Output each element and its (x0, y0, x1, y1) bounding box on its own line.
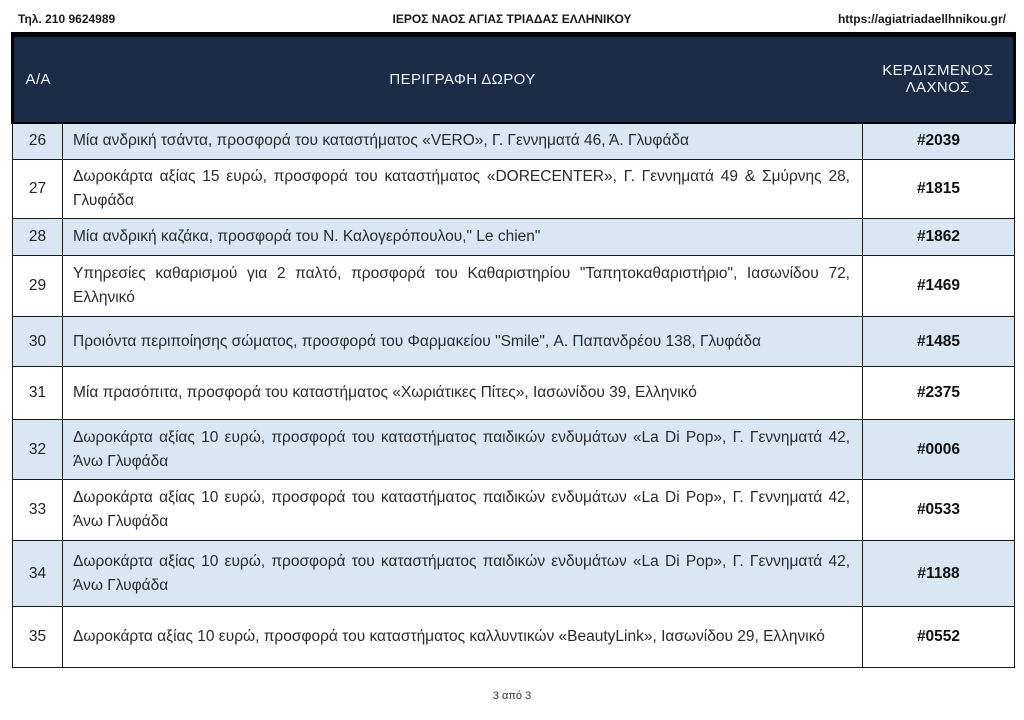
table-row (13, 420, 1015, 480)
winning-ticket: #1485 (863, 317, 1015, 367)
row-number: 28 (13, 219, 63, 256)
prize-description: Μία ανδρική καζάκα, προσφορά του Ν. Καλογερόπουλου," Le chien" (63, 219, 863, 256)
winning-ticket: #1815 (863, 160, 1015, 219)
document-title: ΙΕΡΟΣ ΝΑΟΣ ΑΓΙΑΣ ΤΡΙΑΔΑΣ ΕΛΛΗΝΙΚΟΥ (392, 12, 632, 26)
phone-label: Τηλ. 210 9624989 (18, 12, 116, 26)
table-row (13, 607, 1015, 668)
winning-ticket: #0552 (863, 607, 1015, 668)
winning-ticket: #2375 (863, 367, 1015, 420)
prize-description: Δωροκάρτα αξίας 15 ευρώ, προσφορά του καταστήματος «DORECENTER», Γ. Γεννηματά 49 & Σμύρνης 28, Γλυφάδα (63, 160, 863, 219)
table-row (13, 541, 1015, 607)
winning-ticket: #2039 (863, 123, 1015, 160)
column-header-ticket: ΚΕΡΔΙΣΜΕΝΟΣ ΛΑΧΝΟΣ (863, 35, 1015, 123)
header-row (13, 35, 1015, 123)
column-header-aa: Α/Α (13, 35, 63, 123)
winning-ticket: #1469 (863, 256, 1015, 317)
row-number: 29 (13, 256, 63, 317)
row-number: 26 (13, 123, 63, 160)
table-body (13, 123, 1015, 668)
page-indicator: 3 από 3 (492, 690, 532, 703)
table-row (13, 123, 1015, 160)
table-row (13, 367, 1015, 420)
row-number: 34 (13, 541, 63, 607)
row-number: 33 (13, 480, 63, 541)
table-row (13, 317, 1015, 367)
prize-description: Δωροκάρτα αξίας 10 ευρώ, προσφορά του καταστήματος παιδικών ενδυμάτων «La Di Pop», Γ. Γεννηματά 42, Άνω Γλυφάδα (63, 420, 863, 480)
row-number: 35 (13, 607, 63, 668)
table-header (13, 35, 1015, 123)
prize-description: Δωροκάρτα αξίας 10 ευρώ, προσφορά του καταστήματος παιδικών ενδυμάτων «La Di Pop», Γ. Γεννηματά 42, Άνω Γλυφάδα (63, 480, 863, 541)
column-header-description: ΠΕΡΙΓΡΑΦΗ ΔΩΡΟΥ (63, 35, 863, 123)
table-row (13, 160, 1015, 219)
page-header (0, 0, 1024, 32)
row-number: 32 (13, 420, 63, 480)
row-number: 30 (13, 317, 63, 367)
table-row (13, 480, 1015, 541)
winning-ticket: #0006 (863, 420, 1015, 480)
winning-ticket: #1862 (863, 219, 1015, 256)
prize-description: Προιόντα περιποίησης σώματος, προσφορά του Φαρμακείου "Smile", Α. Παπανδρέου 138, Γλυφάδα (63, 317, 863, 367)
table-row (13, 219, 1015, 256)
site-url: https://agiatriadaellhnikou.gr/ (837, 12, 1006, 26)
prize-description: Δωροκάρτα αξίας 10 ευρώ, προσφορά του καταστήματος παιδικών ενδυμάτων «La Di Pop», Γ. Γεννηματά 42, Άνω Γλυφάδα (63, 541, 863, 607)
prize-description: Μία πρασόπιτα, προσφορά του καταστήματος «Χωριάτικες Πίτες», Ιασωνίδου 39, Ελληνικό (63, 367, 863, 420)
prizes-table (11, 32, 1016, 668)
prize-description: Δωροκάρτα αξίας 10 ευρώ, προσφορά του καταστήματος καλλυντικών «BeautyLink», Ιασωνίδου 29, Ελληνικό (63, 607, 863, 668)
prize-description: Μία ανδρική τσάντα, προσφορά του καταστήματος «VERO», Γ. Γεννηματά 46, Ά. Γλυφάδα (63, 123, 863, 160)
row-number: 31 (13, 367, 63, 420)
winning-ticket: #0533 (863, 480, 1015, 541)
prize-description: Υπηρεσίες καθαρισμού για 2 παλτό, προσφορά του Καθαριστηρίου "Ταπητοκαθαριστήριο", Ιασωνίδου 72, Ελληνικό (63, 256, 863, 317)
table-row (13, 256, 1015, 317)
winning-ticket: #1188 (863, 541, 1015, 607)
row-number: 27 (13, 160, 63, 219)
